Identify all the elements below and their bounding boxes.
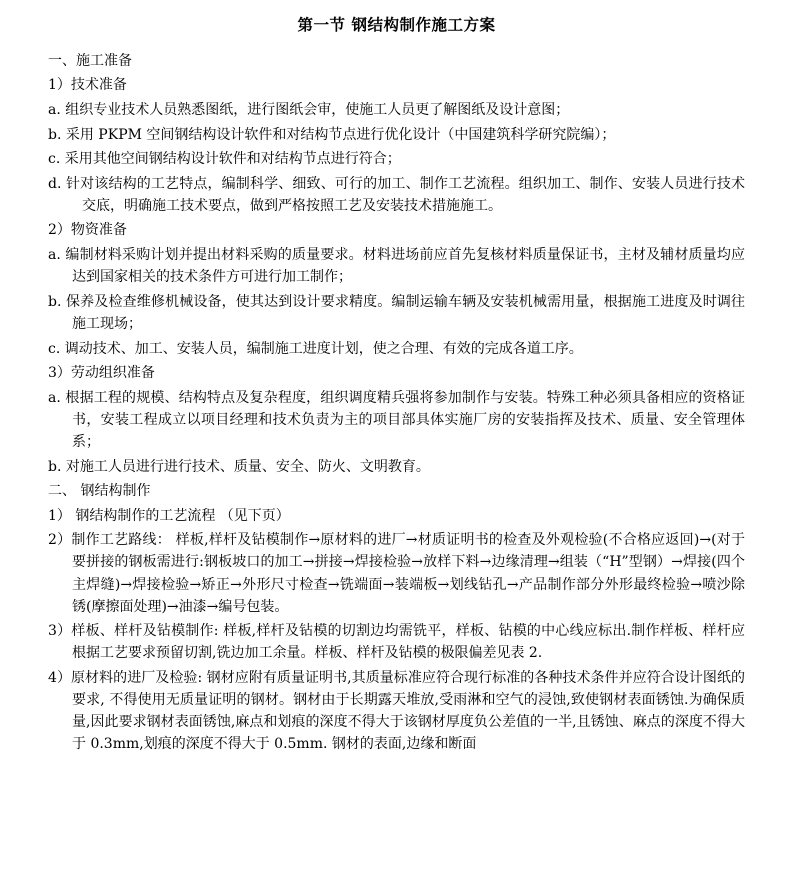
page-title: 第一节 钢结构制作施工方案	[297, 15, 496, 34]
paragraph: a. 根据工程的规模、结构特点及复杂程度，组织调度精兵强将参加制作与安装。特殊工种必须具备相应的资格证书，安装工程成立以项目经理和技术负责为主的项目部具体实施厂房的安装指挥及技术、质量、安全管理体系；	[48, 389, 745, 450]
paragraph: 二、 钢结构制作	[48, 483, 151, 500]
paragraph: 3）样板、样杆及钻模制作: 样板,样杆及钻模的切割边均需铣平，样板、钻模的中心线应标出.制作样板、样杆应根据工艺要求预留切割,铣边加工余量。样板、样杆及钻模的极限偏差见表 2.	[48, 623, 745, 662]
paragraph: 2）制作工艺路线： 样板,样杆及钻模制作→原材料的进厂→材质证明书的检查及外观检验(不合格应返回)→(对于要拼接的钢板需进行:钢板坡口的加工→拼接→焊接检验→放样下料→边缘清理→组装（“H”型钢）→焊接(四个主焊缝)→焊接检验→矫正→外形尺寸检查→铣端面→装端板→划线钻孔→产品制作部分外形最终检验→喷沙除锈(摩擦面处理)→油漆→编号包装。	[48, 532, 745, 615]
paragraph: 3）劳动组织准备	[48, 365, 155, 382]
paragraph: b. 采用 PKPM 空间钢结构设计软件和对结构节点进行优化设计（中国建筑科学研究院编）；	[48, 126, 616, 143]
paragraph: 1）技术准备	[48, 77, 127, 94]
document-body	[48, 50, 745, 756]
paragraph: 1） 钢结构制作的工艺流程 （见下页）	[48, 507, 290, 524]
paragraph: c. 调动技术、加工、安装人员，编制施工进度计划，使之合理、有效的完成各道工序。	[48, 340, 583, 357]
paragraph: d. 针对该结构的工艺特点，编制科学、细致、可行的加工、制作工艺流程。组织加工、制作、安装人员进行技术交底，明确施工技术要点，做到严格按照工艺及安装技术措施施工。	[48, 175, 745, 214]
paragraph: b. 对施工人员进行进行技术、质量、安全、防火、文明教育。	[48, 458, 430, 475]
paragraph: a. 组织专业技术人员熟悉图纸，进行图纸会审，使施工人员更了解图纸及设计意图；	[48, 101, 570, 118]
paragraph: 一、施工准备	[48, 52, 132, 69]
paragraph: b. 保养及检查维修机械设备，使其达到设计要求精度。编制运输车辆及安装机械需用量，根据施工进度及时调往施工现场；	[48, 293, 745, 332]
paragraph: 2）物资准备	[48, 222, 127, 239]
paragraph: a. 编制材料采购计划并提出材料采购的质量要求。材料进场前应首先复核材料质量保证书，主材及辅材质量均应达到国家相关的技术条件方可进行加工制作；	[48, 247, 745, 286]
paragraph: c. 采用其他空间钢结构设计软件和对结构节点进行符合；	[48, 151, 401, 168]
paragraph: 4）原材料的进厂及检验: 钢材应附有质量证明书,其质量标准应符合现行标准的各种技术条件并应符合设计图纸的要求, 不得使用无质量证明的钢材。钢材由于长期露天堆放,受雨淋和空气的浸蚀,致使钢材表面锈蚀.为确保质量,因此要求钢材表面锈蚀,麻点和划痕的深度不得大于该钢材厚度负公差值的一半,且锈蚀、麻点的深度不得大于 0.3mm,划痕的深度不得大于 0.5mm. 钢材的表面,边缘和断面	[48, 670, 745, 753]
